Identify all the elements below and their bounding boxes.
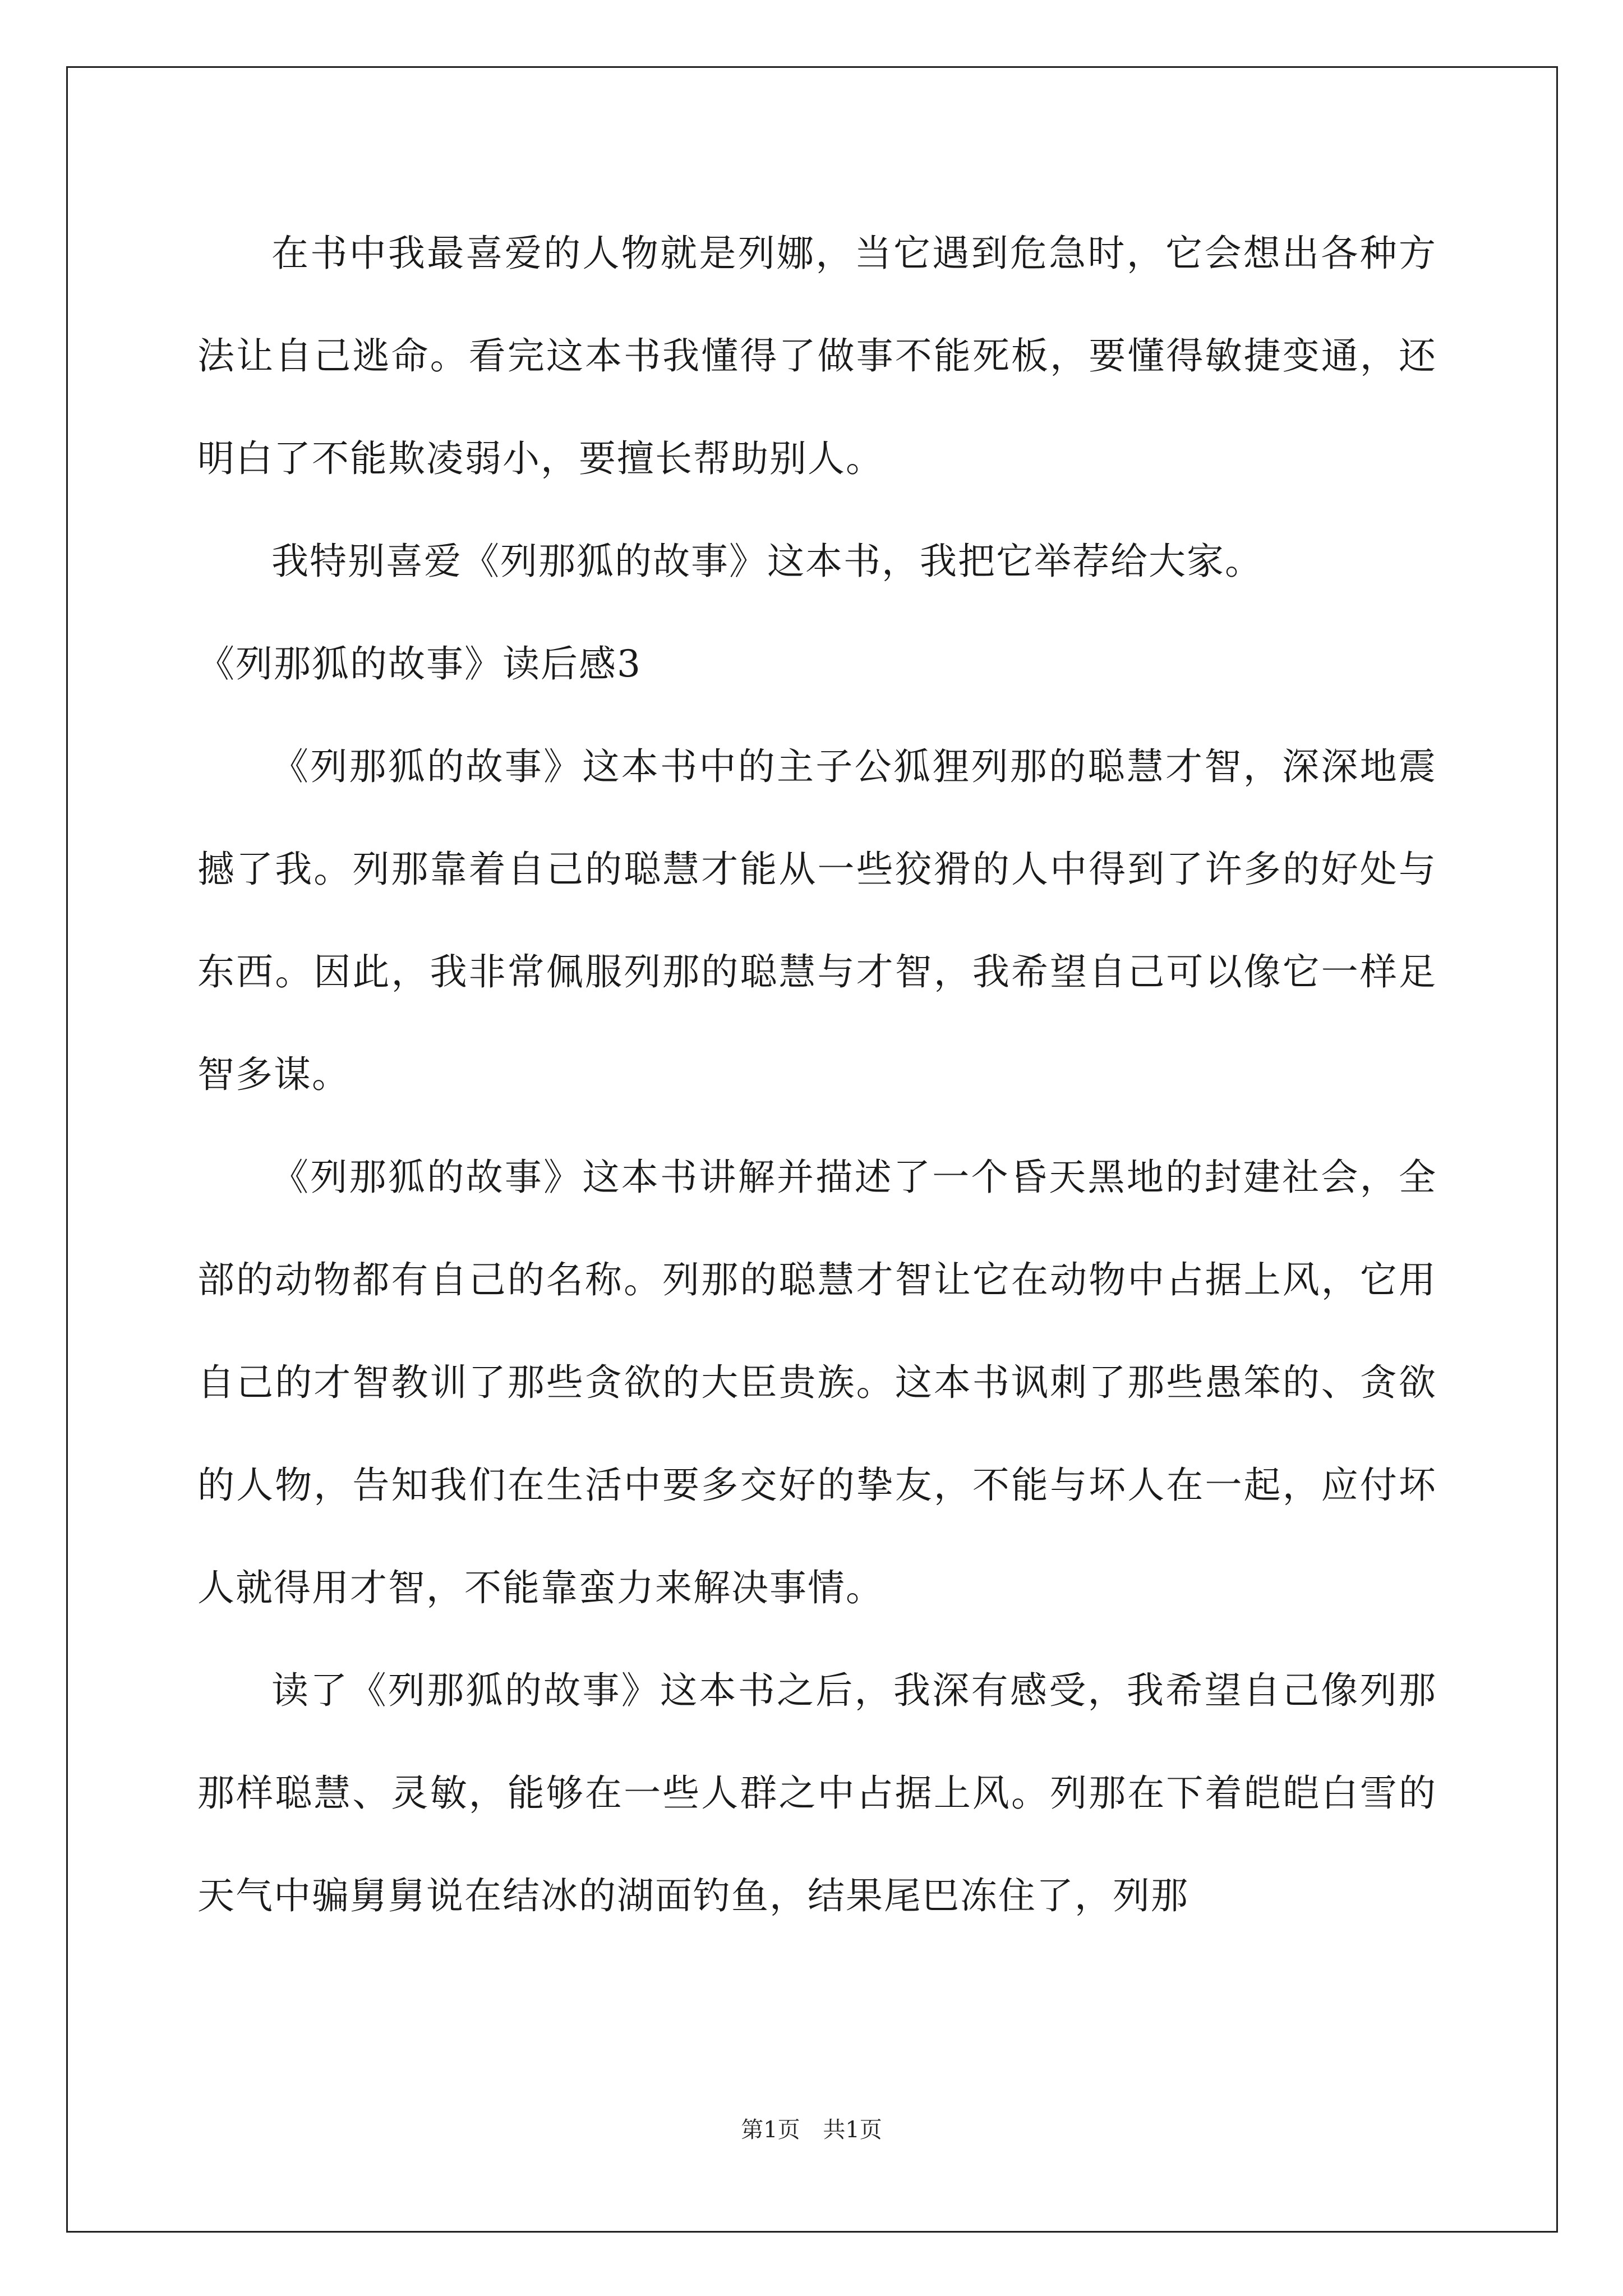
page-footer [0, 2112, 1623, 2144]
document-body [197, 202, 1437, 1947]
paragraph: 我特别喜爱《列那狐的故事》这本书，我把它举荐给大家。 [271, 540, 1263, 583]
paragraph: 读了《列那狐的故事》这本书之后，我深有感受，我希望自己像列那那样聪慧、灵敏，能够在一些人群之中占据上风。列那在下着皑皑白雪的天气中骗舅舅说在结冰的湖面钓鱼，结果尾巴冻住了，列那 [197, 1669, 1437, 1917]
page-number: 第1页 [741, 2117, 800, 2143]
paragraph: 在书中我最喜爱的人物就是列娜，当它遇到危急时，它会想出各种方法让自己逃命。看完这本书我懂得了做事不能死板，要懂得敏捷变通，还明白了不能欺凌弱小，要擅长帮助别人。 [197, 232, 1437, 480]
paragraph: 《列那狐的故事》这本书讲解并描述了一个昏天黑地的封建社会，全部的动物都有自己的名称。列那的聪慧才智让它在动物中占据上风，它用自己的才智教训了那些贪欲的大臣贵族。这本书讽刺了那些愚笨的、贪欲的人物，告知我们在生活中要多交好的挚友，不能与坏人在一起，应付坏人就得用才智，不能靠蛮力来解决事情。 [197, 1156, 1437, 1609]
page-total: 共1页 [823, 2117, 882, 2143]
paragraph: 《列那狐的故事》这本书中的主子公狐狸列那的聪慧才智，深深地震撼了我。列那靠着自己的聪慧才能从一些狡猾的人中得到了许多的好处与东西。因此，我非常佩服列那的聪慧与才智，我希望自己可以像它一样足智多谋。 [197, 745, 1437, 1096]
section-heading: 《列那狐的故事》读后感3 [197, 642, 642, 685]
